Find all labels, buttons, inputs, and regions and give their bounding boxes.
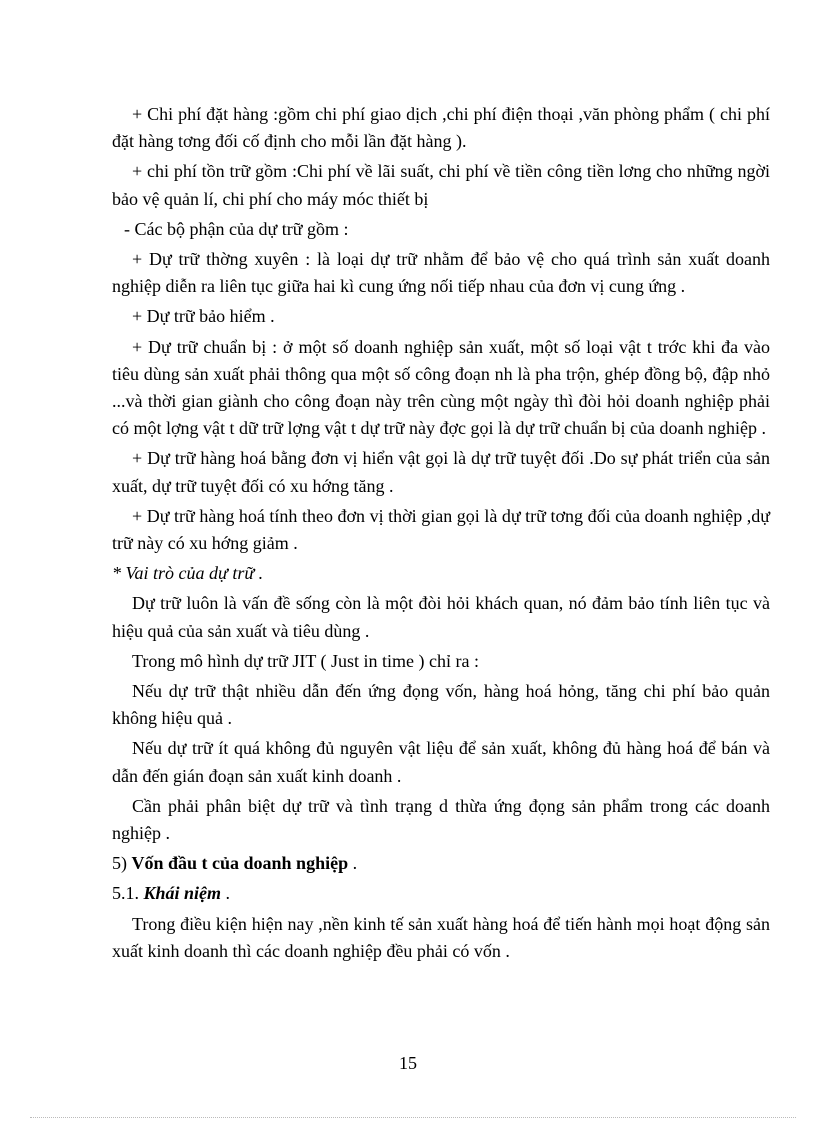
subsection-suffix: . [221, 883, 231, 904]
section-heading-investment-capital [112, 850, 770, 877]
section-suffix: . [348, 853, 358, 874]
subsection-number: 5.1. [112, 883, 144, 904]
body-text [112, 101, 770, 968]
subsection-title: Khái niệm [143, 883, 222, 904]
paragraph-absolute-stock: + Dự trữ hàng hoá bằng đơn vị hiển vật gọi là dự trữ tuyệt đối .Do sự phát triển của sản xuất, dự trữ tuyệt đối có xu hớng tăng . [112, 448, 770, 496]
paragraph-inventory-parts: - Các bộ phận của dự trữ gồm : [124, 218, 349, 239]
paragraph-inventory-importance: Dự trữ luôn là vấn đề sống còn là một đòi hỏi khách quan, nó đảm bảo tính liên tục và hiệu quả của sản xuất và tiêu dùng . [112, 593, 770, 641]
subsection-heading-concept [112, 880, 770, 907]
footer-divider [30, 1117, 796, 1118]
paragraph-relative-stock: + Dự trữ hàng hoá tính theo đơn vị thời gian gọi là dự trữ tơng đối của doanh nghiệp ,dự trữ này có xu hớng giảm . [112, 505, 770, 554]
paragraph-distinguish-surplus: Cần phải phân biệt dự trữ và tình trạng d thừa ứng đọng sản phẩm trong các doanh nghiệp . [112, 795, 770, 844]
paragraph-preparation-stock: + Dự trữ chuẩn bị : ở một số doanh nghiệp sản xuất, một số loại vật t trớc khi đa vào tiêu dùng sản xuất phải thông qua một số công đoạn nh là pha trộn, ghép đồng bộ, đập nhỏ ...và thời gian giành cho công đoạn này trên cùng một ngày thì đòi hỏi doanh nghiệp phải có một lợng vật t dữ trữ lợng vật t dự trữ này đợc gọi là dự trữ chuẩn bị của doanh nghiệp . [112, 336, 770, 439]
paragraph-regular-stock: + Dự trữ thờng xuyên : là loại dự trữ nhằm để bảo vệ cho quá trình sản xuất doanh nghiệp diễn ra liên tục giữa hai kì cung ứng nối tiếp nhau của đơn vị cung ứng . [112, 249, 770, 297]
page-number: 15 [399, 1053, 417, 1073]
paragraph-holding-cost: + chi phí tồn trữ gồm :Chi phí về lãi suất, chi phí về tiền công tiền lơng cho những ngời bảo vệ quản lí, chi phí cho máy móc thiết bị [112, 161, 770, 209]
paragraph-jit-model: Trong mô hình dự trữ JIT ( Just in time ) chỉ ra : [132, 650, 480, 671]
paragraph-safety-stock: + Dự trữ bảo hiểm . [132, 306, 275, 327]
section-number: 5) [112, 853, 132, 874]
paragraph-capital-concept: Trong điều kiện hiện nay ,nền kinh tế sản xuất hàng hoá để tiến hành mọi hoạt động sản xuất kinh doanh thì các doanh nghiệp đều phải có vốn . [112, 913, 770, 961]
paragraph-too-little-stock: Nếu dự trữ ít quá không đủ nguyên vật liệu để sản xuất, không đủ hàng hoá để bán và dẫn đến gián đoạn sản xuất kinh doanh . [112, 738, 770, 786]
paragraph-order-cost: + Chi phí đặt hàng :gồm chi phí giao dịch ,chi phí điện thoại ,văn phòng phẩm ( chi phí đặt hàng tơng đối cố định cho mỗi lần đặt hàng ). [112, 104, 770, 152]
subheading-role-of-inventory: * Vai trò của dự trữ . [112, 563, 264, 584]
section-title: Vốn đầu t của doanh nghiệp [131, 853, 349, 874]
paragraph-too-much-stock: Nếu dự trữ thật nhiều dẫn đến ứng đọng vốn, hàng hoá hỏng, tăng chi phí bảo quản không hiệu quả . [112, 681, 770, 729]
